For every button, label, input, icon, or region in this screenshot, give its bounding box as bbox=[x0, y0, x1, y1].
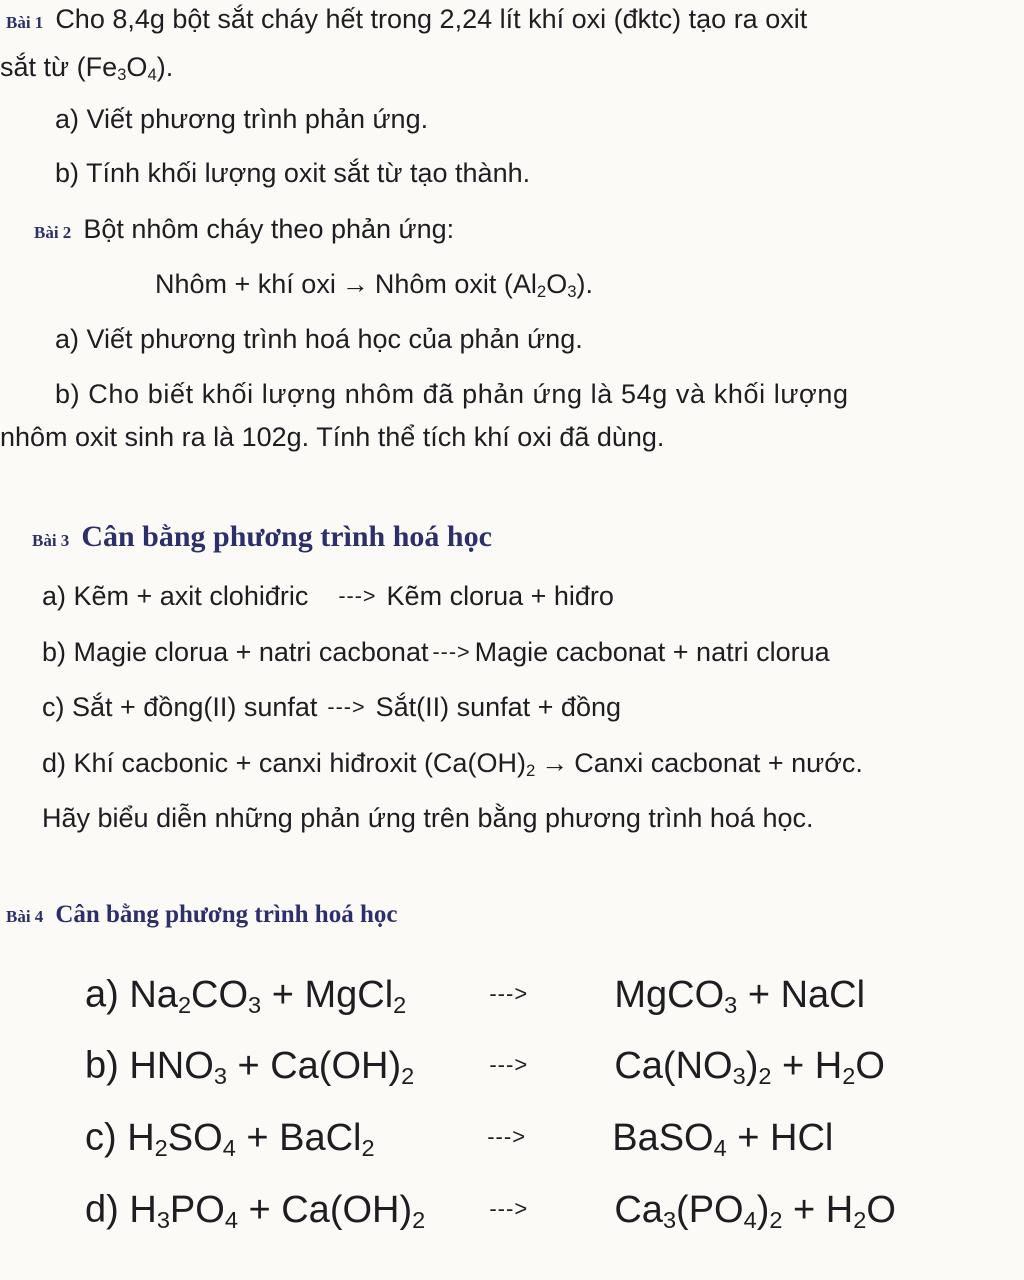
bai3-instruction: Hãy biểu diễn những phản ứng trên bằng phương trình hoá học. bbox=[42, 803, 814, 833]
bai2-tag: Bài 2 bbox=[34, 223, 72, 242]
bai2-question-b-line2: nhôm oxit sinh ra là 102g. Tính thể tích khí oxi đã dùng. bbox=[0, 422, 665, 452]
bai3-item-d: d) Khí cacbonic + canxi hiđroxit ($Ca(OH)_2$ → Canxi cacbonat + nước. bbox=[42, 748, 863, 781]
bai3-item-c: c) Sắt + đồng(II) sunfat ---> Sắt(II) sunfat + đồng bbox=[42, 692, 621, 723]
bai1-question-b: b) Tính khối lượng oxit sắt từ tạo thành. bbox=[55, 158, 531, 188]
bai4-tag: Bài 4 bbox=[6, 907, 44, 926]
bai2-question-a: a) Viết phương trình hoá học của phản ứng. bbox=[55, 324, 583, 354]
bai4-title: Cân bằng phương trình hoá học bbox=[55, 901, 398, 928]
bai3-heading bbox=[32, 520, 492, 558]
bai4-equation-a: a) $Na_2CO_3$ + MgCl$_2$ ---> MgCO$_3$ + NaCl bbox=[85, 973, 866, 1018]
bai4-heading bbox=[6, 896, 397, 934]
bai4-equation-b: b) $HNO_3 + Ca(OH)_2$ ---> $Ca(NO_3)_2 + H_2O$ bbox=[85, 1044, 885, 1089]
bai2-reaction: Nhôm + khí oxi → Nhôm oxit $(Al_2O_3)$. bbox=[155, 269, 594, 302]
bai1-line1: Bài 1 Cho 8,4g bột sắt cháy hết trong 2,24 lít khí oxi (đktc) tạo ra oxit bbox=[6, 4, 808, 34]
bai3-item-b: b) Magie clorua + natri cacbonat ---> Magie cacbonat + natri clorua bbox=[42, 637, 830, 668]
bai3-item-a: a) Kẽm + axit clohiđric ---> Kẽm clorua + hiđro bbox=[42, 581, 614, 612]
bai2-question-b-line1: b) Cho biết khối lượng nhôm đã phản ứng là 54g và khối lượng bbox=[55, 379, 849, 409]
bai4-equation-d: d) $H_3PO_4 + Ca(OH)_2$ ---> $Ca_3(PO_4)_2 + H_2O$ bbox=[85, 1188, 896, 1233]
bai1-question-a: a) Viết phương trình phản ứng. bbox=[55, 104, 429, 134]
bai3-tag: Bài 3 bbox=[32, 531, 70, 550]
bai4-equation-c: c) $H_2SO_4$ + BaCl$_2$ ---> BaSO$_4$ + HCl bbox=[85, 1116, 834, 1161]
bai2-line1: Bài 2 Bột nhôm cháy theo phản ứng: bbox=[34, 214, 455, 244]
bai3-title: Cân bằng phương trình hoá học bbox=[81, 520, 492, 553]
bai1-tag: Bài 1 bbox=[6, 13, 44, 32]
bai1-line2: sắt từ $(Fe_3O_4)$. bbox=[0, 52, 174, 85]
